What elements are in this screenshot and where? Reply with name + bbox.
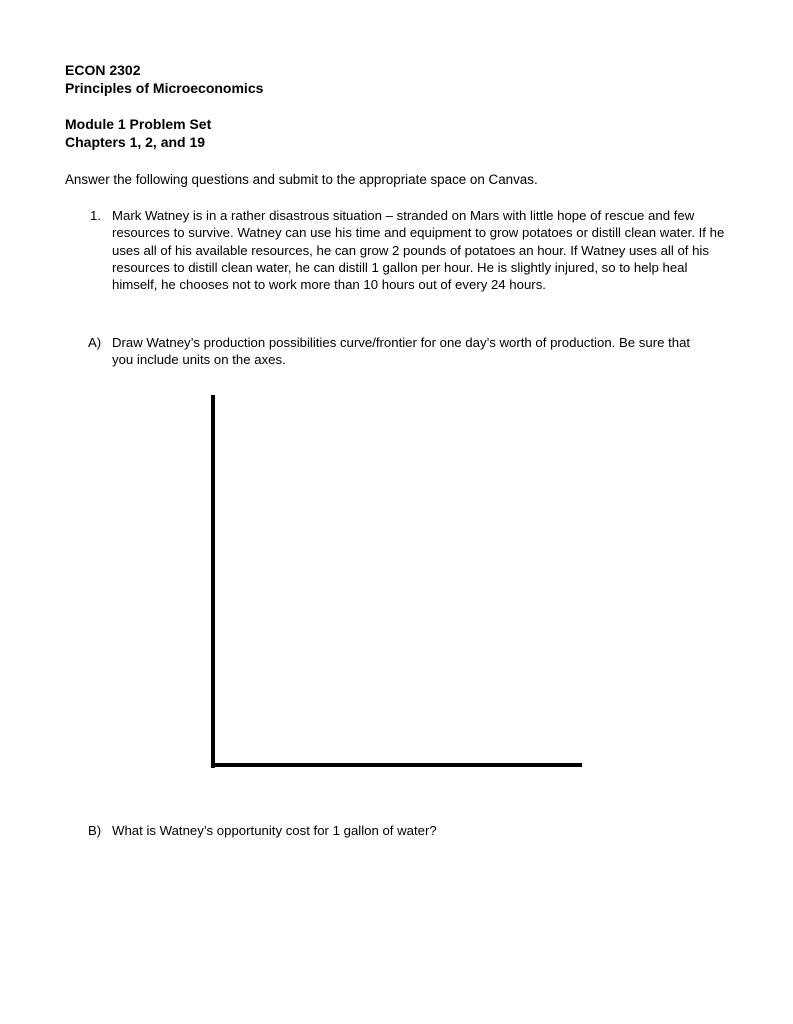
course-code: ECON 2302 <box>65 62 141 78</box>
instructions: Answer the following questions and submit to the appropriate space on Canvas. <box>65 172 538 187</box>
chapters-line: Chapters 1, 2, and 19 <box>65 134 206 150</box>
module-title: Module 1 Problem Set <box>65 116 212 132</box>
x-axis <box>211 763 582 767</box>
question-1-number: 1. <box>90 208 101 223</box>
y-axis <box>211 395 215 768</box>
course-name: Principles of Microeconomics <box>65 80 264 96</box>
part-a-label: A) <box>88 335 102 350</box>
part-a-text: Draw Watney’s production possibilities curve/frontier for one day’s worth of production. Be sure that you include units on the axes. <box>112 335 691 368</box>
part-b-label: B) <box>88 823 102 838</box>
question-1-text: Mark Watney is in a rather disastrous situation – stranded on Mars with little hope of rescue and few resources to survive. Watney can use his time and equipment to grow potatoes or distill clean water. If he uses all of his available resources, he can grow 2 pounds of potatoes an hour. If Watney uses all of his resources to distill clean water, he can distill 1 gallon per hour. He is slightly injured, so to help heal himself, he chooses not to work more than 10 hours out of every 24 hours. <box>112 208 725 293</box>
part-b-text: What is Watney’s opportunity cost for 1 gallon of water? <box>112 823 437 838</box>
